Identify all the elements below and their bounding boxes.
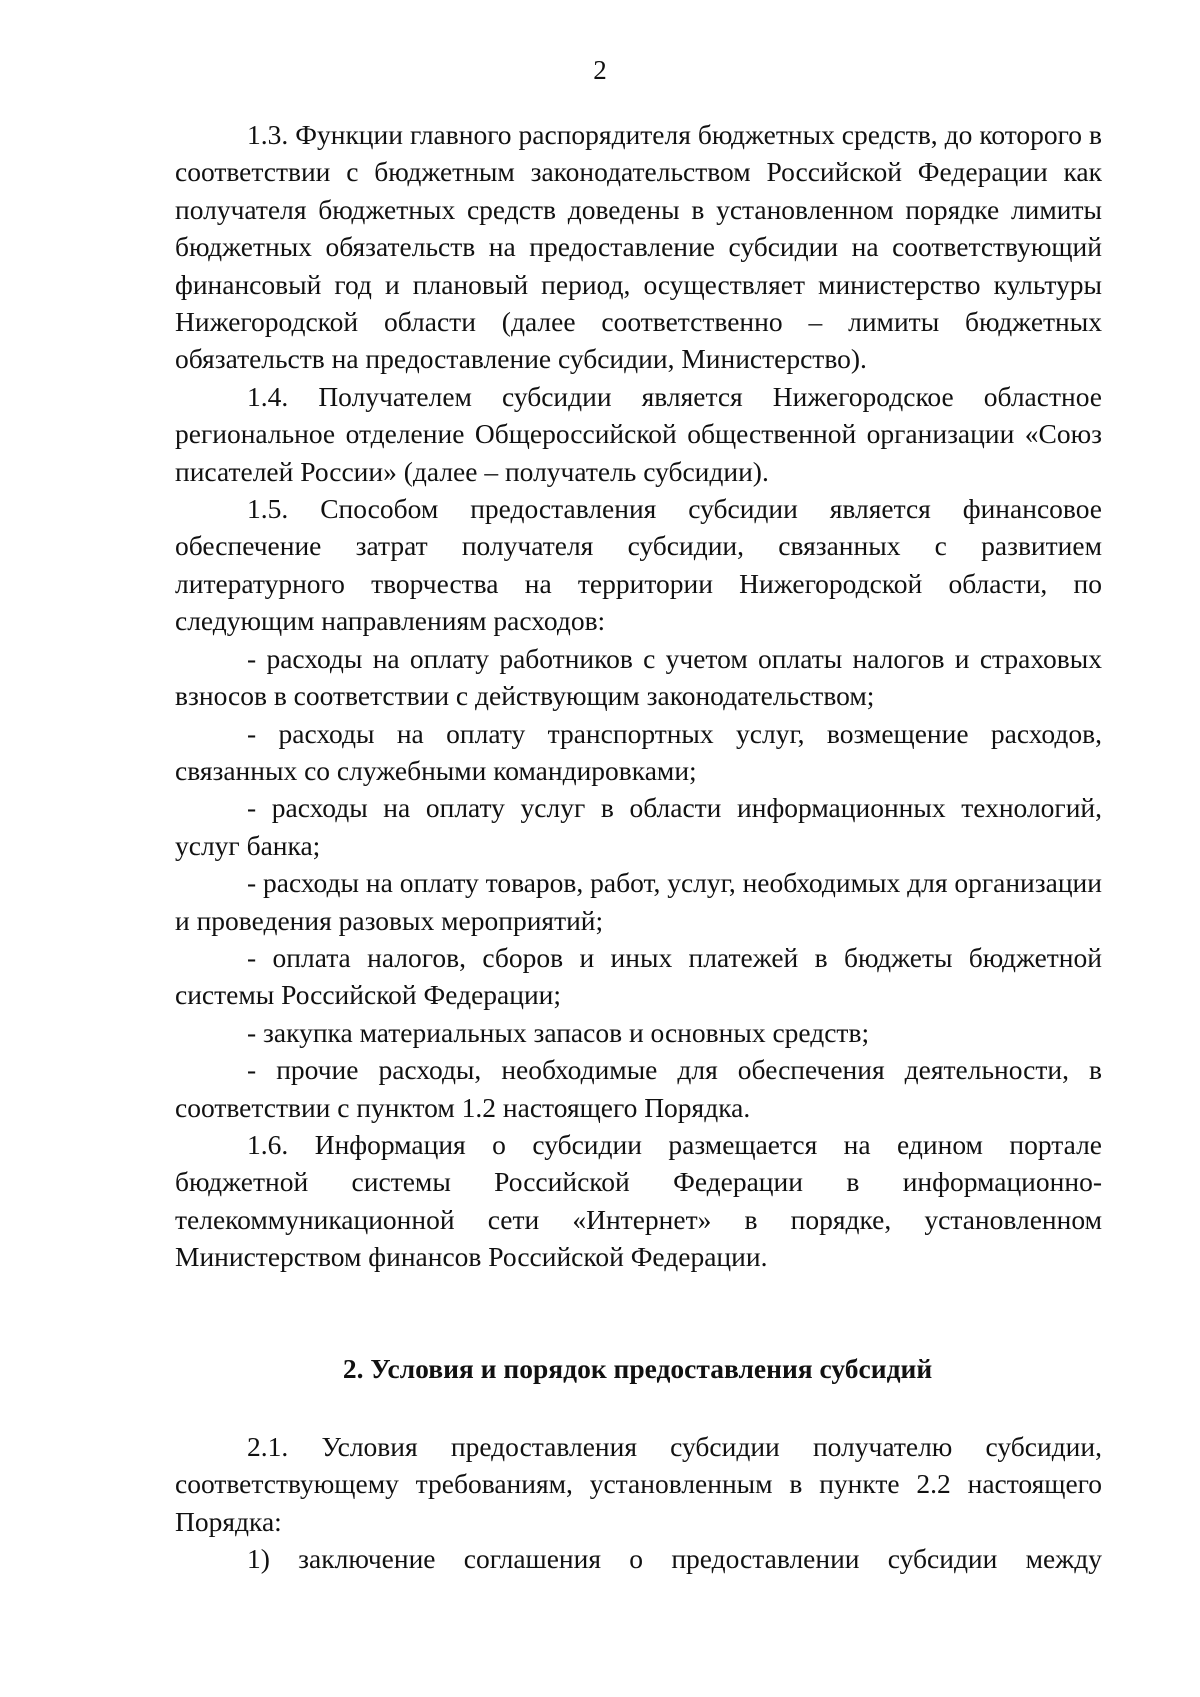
page-number: 2 [593, 55, 607, 85]
list-item-expense: - расходы на оплату услуг в области информационных технологий, услуг банка; [175, 792, 1102, 861]
list-item-expense: - расходы на оплату товаров, работ, услуг, необходимых для организации и проведения разовых мероприятий; [175, 867, 1102, 936]
section-1-body [175, 116, 1102, 1276]
list-item-expense: - закупка материальных запасов и основных средств; [247, 1016, 870, 1048]
paragraph-1-6: 1.6. Информация о субсидии размещается на едином портале бюджетной системы Российской Федерации в информационно-телекоммуникационной сети «Интернет» в порядке, установленном Министерством финансов Российской Федерации. [175, 1128, 1102, 1273]
section-2-heading: 2. Условия и порядок предоставления субсидий [342, 1353, 933, 1384]
paragraph-1-5: 1.5. Способом предоставления субсидии является финансовое обеспечение затрат получателя субсидии, связанных с развитием литературного творчества на территории Нижегородской области, по следующим направлениям расходов: [175, 493, 1102, 637]
list-item-expense: - расходы на оплату работников с учетом оплаты налогов и страховых взносов в соответствии с действующим законодательством; [175, 642, 1102, 712]
section-2-body [175, 1428, 1102, 1578]
paragraph-1-4: 1.4. Получателем субсидии является Нижегородское областное региональное отделение Общероссийской общественной организации «Союз писателей России» (далее – получатель субсидии). [175, 380, 1102, 487]
list-item-expense: - оплата налогов, сборов и иных платежей в бюджеты бюджетной системы Российской Федерации; [175, 941, 1102, 1011]
list-item-expense: - расходы на оплату транспортных услуг, возмещение расходов, связанных со служебными командировками; [175, 717, 1102, 786]
list-item-condition: 1) заключение соглашения о предоставлении субсидии между [247, 1543, 1102, 1575]
paragraph-1-3: 1.3. Функции главного распорядителя бюджетных средств, до которого в соответствии с бюджетным законодательством Российской Федерации как получателя бюджетных средств доведены в установленном порядке лимиты бюджетных обязательств на предоставление субсидии на соответствующий финансовый год и плановый период, осуществляет министерство культуры Нижегородской области (далее соответственно – лимиты бюджетных обязательств на предоставление субсидии, Министерство). [175, 119, 1102, 375]
paragraph-2-1: 2.1. Условия предоставления субсидии получателю субсидии, соответствующему требованиям, установленным в пункте 2.2 настоящего Порядка: [175, 1431, 1102, 1537]
list-item-expense: - прочие расходы, необходимые для обеспечения деятельности, в соответствии с пунктом 1.2 настоящего Порядка. [175, 1054, 1102, 1123]
